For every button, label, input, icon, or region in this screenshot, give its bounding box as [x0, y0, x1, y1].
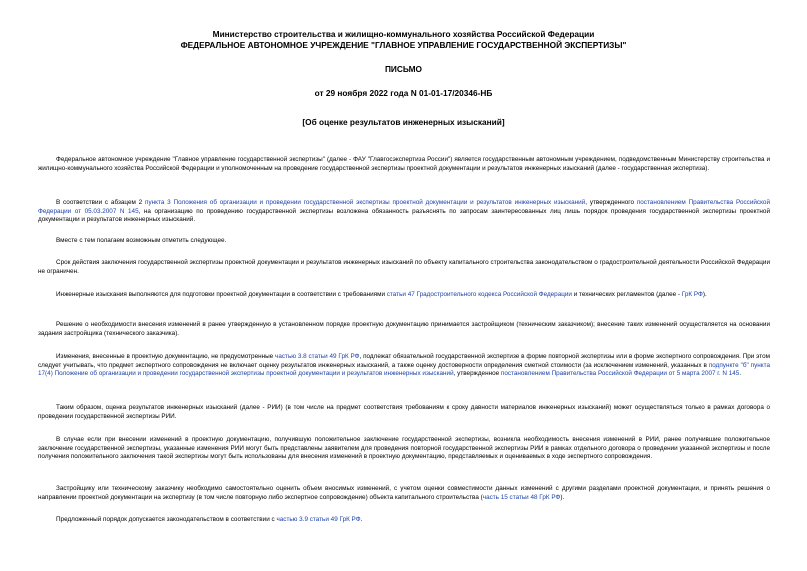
link-grk-article-49-part-3-8[interactable]: частью 3.8 статьи 49 ГрК РФ [275, 353, 360, 360]
text-fragment: и технических регламентов (далее - [571, 291, 682, 298]
agency-name: ФЕДЕРАЛЬНОЕ АВТОНОМНОЕ УЧРЕЖДЕНИЕ "ГЛАВНОЕ УПРАВЛЕНИЕ ГОСУДАРСТВЕННОЙ ЭКСПЕРТИЗЫ" [180, 40, 627, 50]
paragraph-5 [38, 291, 770, 300]
text-fragment: Инженерные изыскания выполняются для подготовки проектной документации в соответствии с требованиями [56, 291, 387, 298]
paragraph-7 [38, 353, 770, 379]
link-government-decree-145-2007[interactable]: постановлением Правительства Российской Федерации от 5 марта 2007 г. N 145 [500, 370, 740, 378]
text-fragment: Изменения, внесенные в проектную документацию, не предусмотренные [56, 353, 276, 360]
paragraph-2 [38, 199, 770, 225]
link-regulation-clause-3[interactable]: пункта 3 Положения об организации и проведении государственной экспертизы проектной документации и результатов инженерных изысканий [145, 199, 586, 206]
link-government-decree-145[interactable]: постановлением Правительства Российской Федерации от 05.03.2007 N 145 [38, 199, 770, 215]
paragraph-10 [38, 485, 770, 502]
text-fragment: ). [702, 291, 707, 298]
text-fragment: , утвержденное [453, 370, 501, 378]
text-fragment: Застройщику или техническому заказчику необходимо самостоятельно оценить объем вносимых изменений, с учетом оценки совместимости данных изменений с другими разделами проектной документации, и принять решения о направлении проектной документации на экспертизу (в том числе повторную либо экспертное сопровождение) объекта капитального строительства ( [38, 485, 770, 501]
link-regulation-clause-17-4[interactable]: подпункте "б" пункта 17(4) Положение об организации и проведении государственной экспертизы проектной документации и результатов инженерных изысканий [38, 361, 770, 378]
text-fragment: , на организацию по проведению государственной экспертизы возложена обязанность разъяснять по запросам заинтересованных лиц лишь порядок проведения государственной экспертизы проектной документации и результатов инженерных изысканий. [38, 207, 770, 224]
paragraph-11 [38, 516, 770, 525]
paragraph-8: Таким образом, оценка результатов инженерных изысканий (далее - РИИ) (в том числе на предмет соответствия требованиям к сроку давности материалов инженерных изысканий) может осуществляться только в рамках договора о проведении государственной экспертизы РИИ. [38, 404, 770, 420]
text-fragment: . [739, 370, 742, 378]
document-subject: [Об оценке результатов инженерных изысканий] [302, 117, 505, 127]
paragraph-4: Срок действия заключения государственной экспертизы проектной документации и результатов инженерных изысканий по объекту капитального строительства законодательством о градостроительной деятельности Российской Федерации не ограничен. [38, 259, 770, 275]
document-type: ПИСЬМО [384, 64, 423, 74]
paragraph-3: Вместе с тем полагаем возможным отметить следующее. [56, 237, 227, 244]
link-grk-article-49-part-3-9[interactable]: частью 3.9 статьи 49 ГрК РФ [276, 516, 361, 523]
link-grk-article-48-part-15[interactable]: часть 15 статьи 48 ГрК РФ [482, 493, 561, 501]
document-date-number: от 29 ноября 2022 года N 01-01-17/20346-НБ [314, 88, 493, 98]
text-fragment: . [360, 516, 363, 523]
link-grk-article-47[interactable]: статьи 47 Градостроительного кодекса Российской Федерации [386, 291, 572, 298]
paragraph-6: Решение о необходимости внесения изменений в ранее утвержденную в установленном порядке проектную документацию принимается застройщиком (техническим заказчиком); внесение таких изменений осуществляется на основании задания застройщика (технического заказчика). [38, 321, 770, 337]
text-fragment: В соответствии с абзацем 2 [56, 199, 146, 206]
ministry-name: Министерство строительства и жилищно-коммунального хозяйства Российской Федерации [212, 29, 595, 39]
text-fragment: , подлежат обязательной государственной экспертизе в форме повторной экспертизы или в форме экспертного сопровождения. При этом следует учитывать, что предмет экспертного сопровождения не включает оценку результатов инженерных изысканий, а также оценку достоверности определения сметной стоимости (за исключением изменений, указанных в [38, 353, 770, 369]
text-fragment: Предложенный порядок допускается законодательством в соответствии с [56, 516, 277, 523]
paragraph-1: Федеральное автономное учреждение "Главное управление государственной экспертизы" (далее - ФАУ "Главгосэкспертиза России") является государственным автономным учреждением, подведомственным Министерству строительства и жилищно-коммунального хозяйства Российской Федерации и уполномоченным на проведение государственной экспертизы проектной документации и результатов инженерных изысканий (далее - государственная экспертиза). [38, 156, 770, 172]
link-grk-rf[interactable]: ГрК РФ [681, 291, 703, 298]
paragraph-9: В случае если при внесении изменений в проектную документацию, получившую положительное заключение государственной экспертизы, возникла необходимость внесения изменений в РИИ, ранее получившие положительное заключение государственной экспертизы, указанные изменения РИИ могут быть представлены заявителем для проведения повторной государственной экспертизы РИИ в рамках отдельного договора о проведении указанной экспертизы и после получения положительного заключения такой экспертизы могут быть использованы для внесения изменений в проектную документацию, представляемых и оцениваемых в ходе экспертного сопровождения. [38, 436, 770, 461]
text-fragment: , утвержденного [585, 199, 637, 206]
text-fragment: ). [560, 493, 565, 501]
